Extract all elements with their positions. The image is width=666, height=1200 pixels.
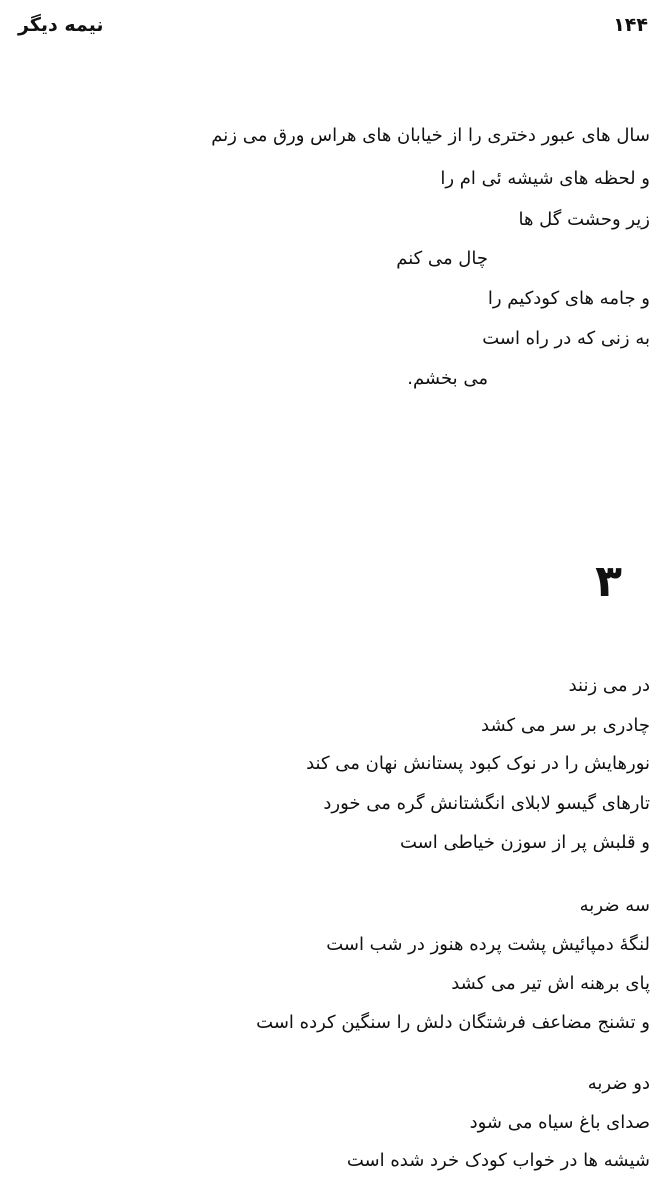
poem-line: شیشه ها در خواب کودک خرد شده است [346, 1150, 650, 1171]
poem-line: و لحظه های شیشه ئی ام را [440, 168, 650, 189]
poem-line: به زنی که در راه است [482, 328, 650, 349]
section-number: ۳ [595, 556, 622, 607]
page-header [18, 14, 648, 44]
poem-line: زیر وحشت گل ها [518, 209, 650, 230]
poem-line: چادری بر سر می کشد [481, 715, 650, 736]
poem-line: لنگهٔ دمپائیش پشت پرده هنوز در شب است [326, 934, 650, 955]
running-title: نیمه دیگر [18, 14, 104, 36]
poem-line: و جامه های کودکیم را [487, 288, 650, 309]
poem-line: سه ضربه [579, 895, 650, 916]
poem-line: نورهایش را در نوک کبود پستانش نهان می کند [306, 753, 650, 774]
poem-line-indented: می بخشم. [407, 368, 488, 389]
poem-line: و تشنج مضاعف فرشتگان دلش را سنگین کرده است [256, 1012, 650, 1033]
poem-line: صدای باغ سیاه می شود [469, 1112, 650, 1133]
poem-line-indented: چال می کنم [396, 248, 488, 269]
poem-line: و قلبش پر از سوزن خیاطی است [399, 832, 650, 853]
poem-line: پای برهنه اش تیر می کشد [451, 973, 650, 994]
poem-line: دو ضربه [587, 1073, 650, 1094]
poem-line: در می زنند [568, 675, 650, 696]
poem-line: سال های عبور دختری را از خیابان های هراس ورق می زنم [211, 125, 650, 146]
page-number: ۱۴۴ [613, 14, 648, 36]
poem-line: تارهای گیسو لابلای انگشتانش گره می خورد [323, 793, 650, 814]
